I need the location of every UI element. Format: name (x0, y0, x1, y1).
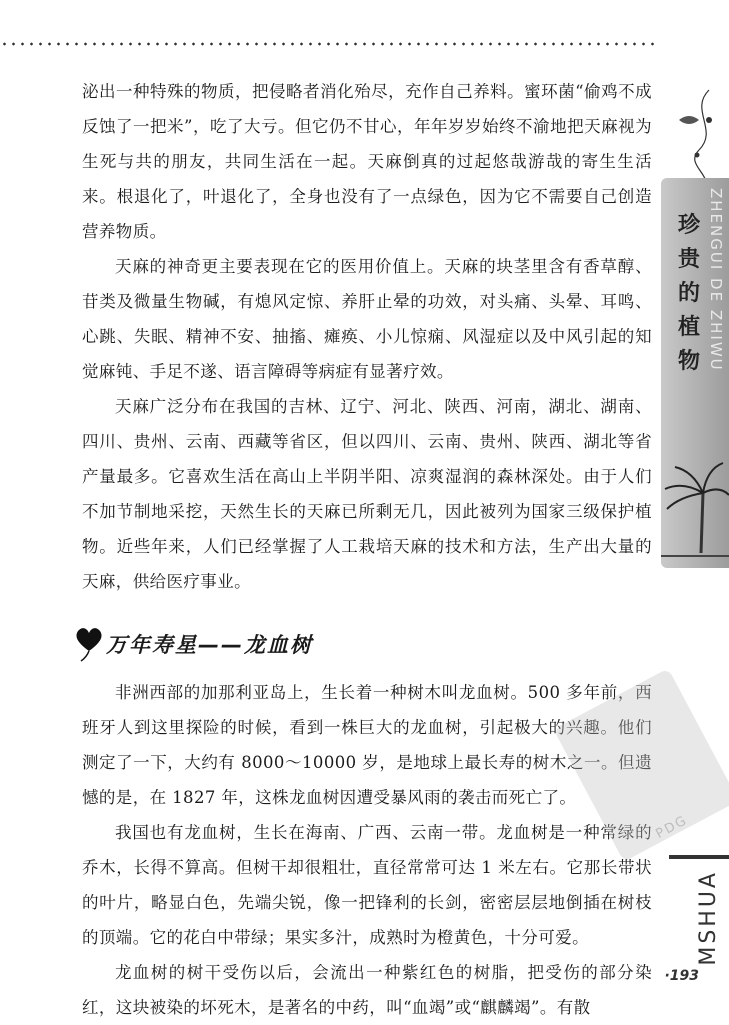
brand-logo-text: MSHUA (696, 870, 721, 966)
paragraph: 我国也有龙血树，生长在海南、广西、云南一带。龙血树是一种常绿的乔木，长得不算高。但树干却很粗壮，直径常常可达 1 米左右。它那长带状的叶片，略显白色，先端尖锐，像一把锋利的长剑，密密层层地倒插在树枝的顶端。它的花白中带绿；果实多汁，成熟时为橙黄色，十分可爱。 (82, 823, 652, 947)
paragraph: 非洲西部的加那利亚岛上，生长着一种树木叫龙血树。500 多年前，西班牙人到这里探险的时候，看到一株巨大的龙血树，引起极大的兴趣。他们测定了一下，大约有 8000～10000 岁，是地球上最长寿的树木之一。但遗憾的是，在 1827 年，这株龙血树因遭受暴风雨的袭击而死亡了。 (82, 683, 652, 807)
paragraph: 天麻的神奇更主要表现在它的医用价值上。天麻的块茎里含有香草醇、苷类及微量生物碱，有熄风定惊、养肝止晕的功效，对头痛、头晕、耳鸣、心跳、失眠、精神不安、抽搐、瘫痪、小儿惊痫、风湿症以及中风引起的知觉麻钝、手足不遂、语言障碍等病症有显著疗效。 (82, 257, 652, 381)
chapter-tab-label: 珍贵的植物 (677, 212, 700, 374)
section-title: 万年寿星——龙血树 (106, 633, 313, 657)
section-heading (74, 599, 652, 675)
side-divider (669, 855, 729, 859)
watermark-text: PDG (653, 812, 691, 843)
paragraph: 龙血树的树干受伤以后，会流出一种紫红色的树脂，把受伤的部分染红，这块被染的坏死木，是著名的中药，叫“血竭”或“麒麟竭”。有散 (82, 963, 652, 1017)
chapter-side-tab (661, 178, 729, 568)
palm-tree-icon (661, 438, 729, 558)
heart-icon (74, 625, 104, 663)
body-text (82, 74, 652, 1025)
top-dotted-rule (0, 42, 660, 46)
paragraph: 天麻广泛分布在我国的吉林、辽宁、河北、陕西、河南，湖北、湖南、四川、贵州、云南、西藏等省区，但以四川、云南、贵州、陕西、湖北等省产量最多。它喜欢生活在高山上半阴半阳、凉爽湿润的森林深处。由于人们不加节制地采挖，天然生长的天麻已所剩无几，因此被列为国家三级保护植物。近些年来，人们已经掌握了人工栽培天麻的技术和方法，生产出大量的天麻，供给医疗事业。 (82, 397, 652, 591)
paragraph: 泌出一种特殊的物质，把侵略者消化殆尽，充作自己养料。蜜环菌“偷鸡不成反蚀了一把米”，吃了大亏。但它仍不甘心，年年岁岁始终不渝地把天麻视为生死与共的朋友，共同生活在一起。天麻倒真的过起悠哉游哉的寄生生活来。根退化了，叶退化了，全身也没有了一点绿色，因为它不需要自己创造营养物质。 (82, 82, 652, 241)
page-number: ·193 (664, 968, 699, 984)
chapter-tab-pinyin: ZHENGUI DE ZHIWU (707, 188, 725, 372)
